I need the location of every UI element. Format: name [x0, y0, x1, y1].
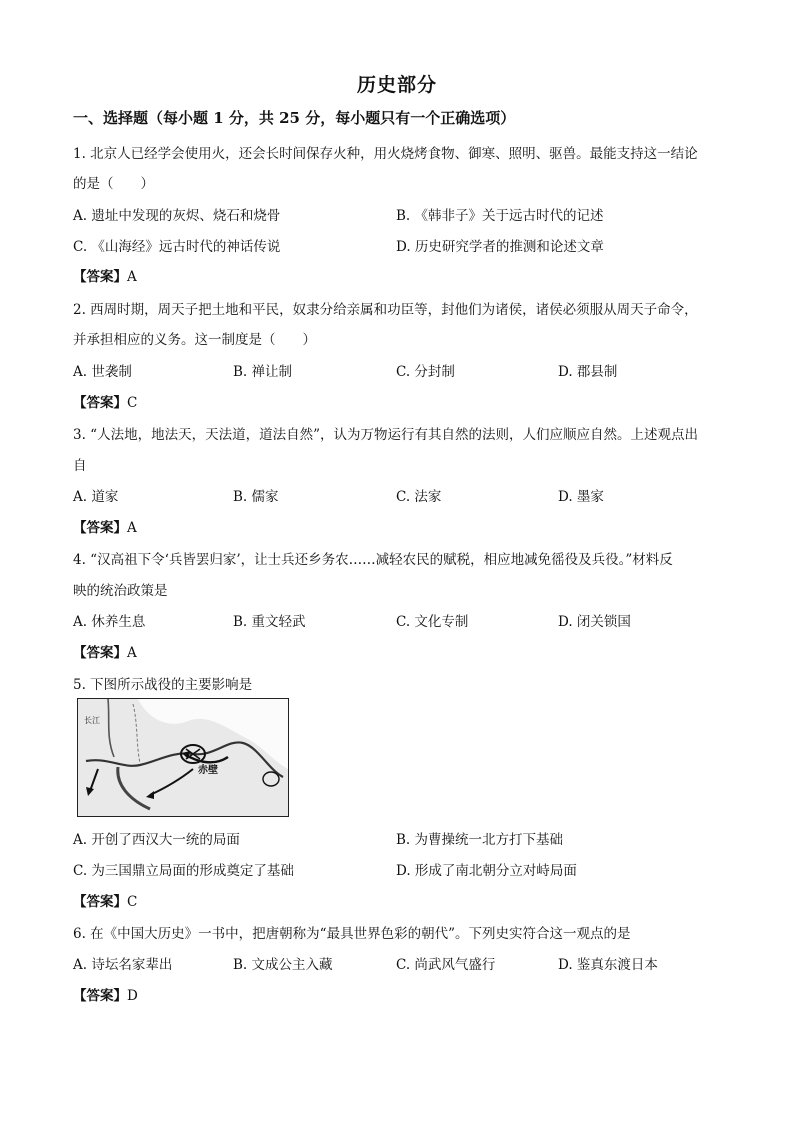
section-heading: 一、选择题（每小题 1 分，共 25 分，每小题只有一个正确选项）	[73, 109, 516, 127]
answer-label: 【答案】	[73, 988, 127, 1004]
question-1-option-a: A. 遗址中发现的灰烬、烧石和烧骨	[73, 208, 281, 224]
question-3-option-b: B. 儒家	[233, 489, 279, 505]
question-2-option-c: C. 分封制	[396, 364, 455, 380]
battle-map-figure	[77, 698, 289, 817]
answer-label: 【答案】	[73, 269, 127, 285]
answer-value: D	[127, 988, 138, 1004]
answer-label: 【答案】	[73, 520, 127, 536]
answer-value: A	[127, 269, 137, 285]
question-3-answer	[73, 516, 137, 536]
question-2-option-a: A. 世袭制	[73, 364, 132, 380]
question-1-stem-line-2: 的是（ ）	[73, 176, 154, 192]
question-3-stem-line-1: 3. “人法地，地法天，天法道，道法自然”，认为万物运行有其自然的法则，人们应顺应自然。上述观点出	[73, 427, 698, 443]
answer-label: 【答案】	[73, 645, 127, 661]
question-4-stem-line-2: 映的统治政策是	[73, 583, 168, 599]
answer-value: C	[127, 395, 138, 411]
question-2-option-d: D. 郡县制	[558, 364, 618, 380]
question-4-option-c: C. 文化专制	[396, 614, 469, 630]
question-1-stem-line-1: 1. 北京人已经学会使用火，还会长时间保存火种，用火烧烤食物、御寒、照明、驱兽。最能支持这一结论	[73, 146, 698, 162]
question-3-option-a: A. 道家	[73, 489, 119, 505]
page-title: 历史部分	[356, 74, 437, 96]
question-1-option-d: D. 历史研究学者的推测和论述文章	[396, 239, 604, 255]
answer-value: A	[127, 520, 137, 536]
question-5-option-d: D. 形成了南北朝分立对峙局面	[396, 863, 577, 879]
question-4-answer	[73, 641, 137, 661]
question-5-answer	[73, 890, 137, 910]
question-6-option-a: A. 诗坛名家辈出	[73, 957, 173, 973]
question-2-answer	[73, 391, 137, 411]
question-5-option-b: B. 为曹操统一北方打下基础	[396, 832, 564, 848]
question-6-stem: 6. 在《中国大历史》一书中，把唐朝称为“最具世界色彩的朝代”。下列史实符合这一观点的是	[73, 926, 631, 942]
question-3-option-d: D. 墨家	[558, 489, 604, 505]
answer-value: C	[127, 894, 138, 910]
map-label-yangtze: 长江	[84, 716, 100, 725]
question-1-answer	[73, 265, 137, 285]
answer-value: A	[127, 645, 137, 661]
question-3-option-c: C. 法家	[396, 489, 442, 505]
question-4-option-a: A. 休养生息	[73, 614, 146, 630]
question-6-option-b: B. 文成公主入藏	[233, 957, 333, 973]
question-2-option-b: B. 禅让制	[233, 364, 293, 380]
question-4-stem-line-1: 4. “汉高祖下令‘兵皆罢归家’，让士兵还乡务农……减轻农民的赋税，相应地减免徭役及兵役。”材料反	[73, 552, 673, 568]
question-1-option-c: C. 《山海经》远古时代的神话传说	[73, 239, 281, 255]
question-5-stem: 5. 下图所示战役的主要影响是	[73, 677, 253, 693]
question-6-answer	[73, 984, 138, 1004]
question-1-option-b: B. 《韩非子》关于远古时代的记述	[396, 208, 604, 224]
question-2-stem-line-1: 2. 西周时期，周天子把土地和平民，奴隶分给亲属和功臣等，封他们为诸侯，诸侯必须服从周天子命令，	[73, 302, 698, 318]
question-3-stem-line-2: 自	[73, 458, 87, 474]
answer-label: 【答案】	[73, 395, 127, 411]
question-6-option-d: D. 鉴真东渡日本	[558, 957, 658, 973]
battle-map-svg	[78, 699, 288, 816]
question-2-stem-line-2: 并承担相应的义务。这一制度是（ ）	[73, 332, 316, 348]
answer-label: 【答案】	[73, 894, 127, 910]
map-label-chibi: 赤壁	[198, 765, 218, 776]
question-4-option-b: B. 重文轻武	[233, 614, 306, 630]
question-5-option-a: A. 开创了西汉大一统的局面	[73, 832, 240, 848]
question-5-option-c: C. 为三国鼎立局面的形成奠定了基础	[73, 863, 294, 879]
question-6-option-c: C. 尚武风气盛行	[396, 957, 496, 973]
question-4-option-d: D. 闭关锁国	[558, 614, 631, 630]
